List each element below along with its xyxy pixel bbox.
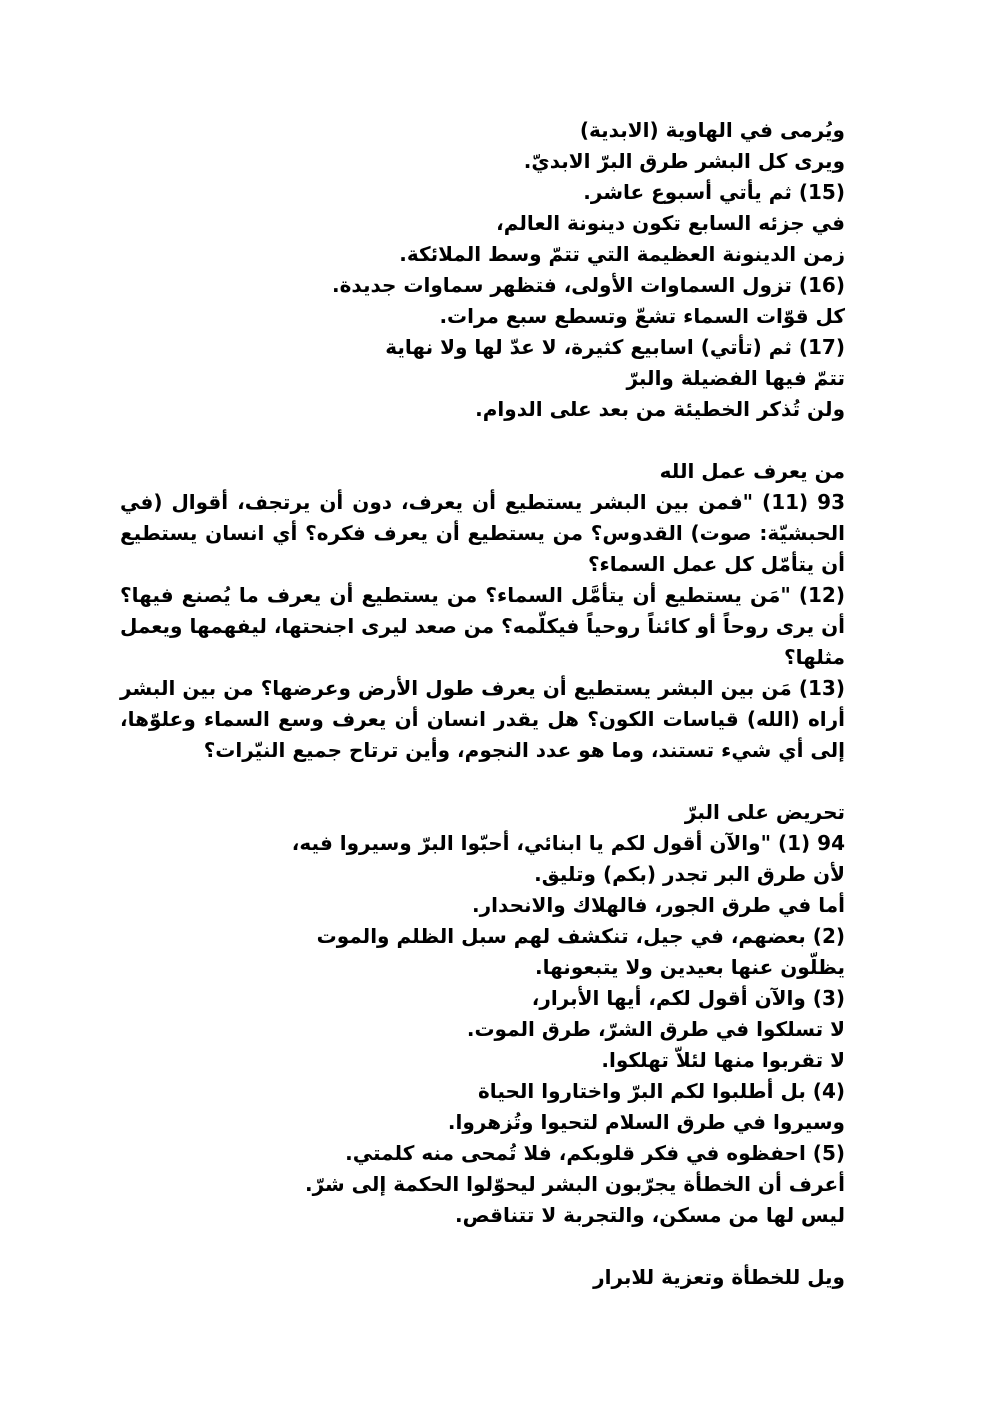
verses-94-1-5 [120,828,845,1231]
verse-line: 94 (1) "والآن أقول لكم يا ابنائي، أحبّوا البرّ وسيروا فيه، [291,831,845,855]
verse-line: ويرى كل البشر طرق البرّ الابديّ. [523,149,845,173]
section-heading-exhortation-to-righteousness: تحريض على البرّ [684,800,845,824]
verse-line: (3) والآن أقول لكم، أيها الأبرار، [531,986,845,1010]
section-heading-who-knows-gods-work: من يعرف عمل الله [659,459,845,483]
verse-line: ويُرمى في الهاوية (الابدية) [579,118,845,142]
verse-line: أما في طرق الجور، فالهلاك والانحدار. [472,893,845,917]
verse-line: في جزئه السابع تكون دينونة العالم، [496,211,845,235]
verse-line: أعرف أن الخطأة يجرّبون البشر ليحوّلوا الحكمة إلى شرّ. [305,1172,845,1196]
paragraph-93-11: 93 (11) "فمن بين البشر يستطيع أن يعرف، دون أن يرتجف، أقوال (في الحبشيّة: صوت) القدوس؟ من يستطيع أن يعرف فكره؟ أي انسان يستطيع أن يتأمّل كل عمل السماء؟ [120,490,845,576]
verse-line: ليس لها من مسكن، والتجربة لا تتناقص. [455,1203,845,1227]
verse-line: (17) ثم (تأتي) اسابيع كثيرة، لا عدّ لها ولا نهاية [385,335,845,359]
paragraph-93-12: (12) "مَن يستطيع أن يتأمَّل السماء؟ من يستطيع أن يعرف ما يُصنع فيها؟ أن يرى روحاً أو كائناً روحياً فيكلّمه؟ من صعد ليرى اجنحتها، ليفهمها ويعمل مثلها؟ [120,583,845,669]
paragraph-93-13: (13) مَن بين البشر يستطيع أن يعرف طول الأرض وعرضها؟ من بين البشر أراه (الله) قياسات الكون؟ هل يقدر انسان أن يعرف وسع السماء وعلوّها، إلى أي شيء تستند، وما هو عدد النجوم، وأين ترتاح جميع النيّرات؟ [120,676,845,762]
verse-line: ولن تُذكر الخطيئة من بعد على الدوام. [475,397,845,421]
verse-line: زمن الدينونة العظيمة التي تتمّ وسط الملائكة. [399,242,845,266]
verse-line: (15) ثم يأتي أسبوع عاشر. [583,180,845,204]
verse-line: (2) بعضهم، في جيل، تنكشف لهم سبل الظلم والموت [316,924,845,948]
verse-line: يظلّون عنها بعيدين ولا يتبعونها. [535,955,845,979]
verses-week-prophecy [120,115,845,425]
section-heading-woe-to-sinners: ويل للخطأة وتعزية للابرار [593,1265,845,1289]
verse-line: (4) بل أطلبوا لكم البرّ واختاروا الحياة [478,1079,845,1103]
verse-line: (5) احفظوه في فكر قلوبكم، فلا تُمحى منه كلمتي. [345,1141,845,1165]
verse-line: (16) تزول السماوات الأولى، فتظهر سماوات جديدة. [332,273,845,297]
verse-line: وسيروا في طرق السلام لتحيوا وتُزهروا. [447,1110,845,1134]
verse-line: تتمّ فيها الفضيلة والبرّ [626,366,845,390]
verse-line: كل قوّات السماء تشعّ وتسطع سبع مرات. [439,304,845,328]
verse-line: لأن طرق البر تجدر (بكم) وتليق. [534,862,845,886]
verse-line: لا تسلكوا في طرق الشرّ، طرق الموت. [466,1017,845,1041]
verse-line: لا تقربوا منها لئلاّ تهلكوا. [601,1048,845,1072]
